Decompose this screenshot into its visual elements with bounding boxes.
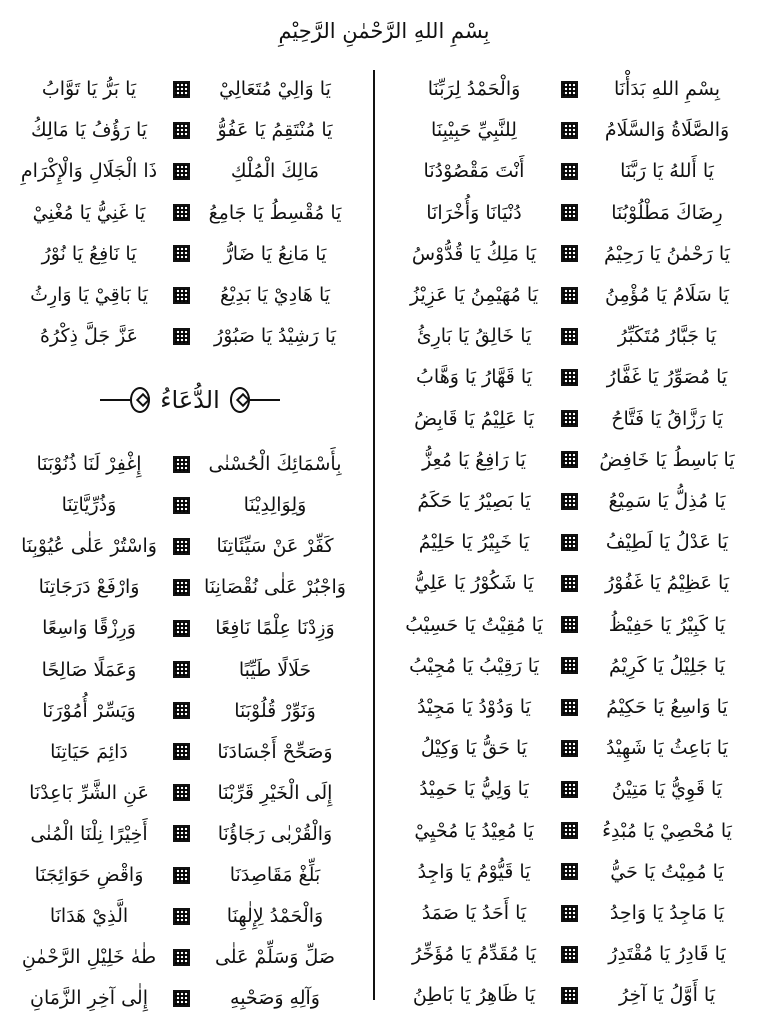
verse-row [397, 933, 746, 975]
verse-row [397, 604, 746, 646]
ornament-icon [561, 822, 578, 839]
ornament-icon [230, 387, 250, 413]
verse-row [15, 813, 350, 855]
verse-second-half: وَرِزْقًا وَاسِعًا [42, 617, 136, 640]
verse-row [397, 562, 746, 604]
ornament-icon [561, 122, 578, 139]
ornament-icon [173, 990, 190, 1007]
verse-second-half: عَنِ الشَّرِّ بَاعِدْنَا [29, 781, 149, 804]
ornament-icon [173, 867, 190, 884]
ornament-icon [561, 781, 578, 798]
verse-second-half: يَا نَافِعُ يَا نُوْرُ [41, 242, 137, 265]
verse-first-half: يَا هَادِيْ يَا بَدِيْعُ [219, 284, 331, 306]
verse-row [15, 731, 350, 773]
verse-first-half: يَا مَانِعُ يَا ضَارُّ [223, 242, 327, 265]
verse-first-half: يَا عَظِيْمُ يَا غَفُوْرُ [604, 572, 730, 595]
verse-second-half: يَا قَهَّارُ يَا وَهَّابُ [416, 366, 532, 389]
ornament-icon [561, 493, 578, 510]
verse-first-half: وَزِدْنَا عِلْمًا نَافِعًا [215, 617, 335, 640]
ornament-icon [173, 328, 190, 345]
ornament-icon [173, 163, 190, 180]
verse-second-half: يَا أَحَدُ يَا صَمَدُ [421, 902, 527, 924]
verse-second-half: إِغْفِرْ لَنَا ذُنُوْبَنَا [36, 453, 142, 475]
verse-second-half: يَا مُهَيْمِنُ يَا عَزِيْزُ [410, 284, 538, 306]
verse-row [15, 525, 350, 567]
ornament-icon [561, 287, 578, 304]
verse-second-half: وَيَسِّرْ أُمُوْرَنَا [42, 699, 136, 722]
verse-first-half: بِسْمِ اللهِ بَدَأْنَا [613, 78, 721, 100]
ornament-icon [561, 987, 578, 1004]
verse-first-half: يَا مُقْسِطُ يَا جَامِعُ [208, 201, 342, 224]
verse-first-half: يَا مُحْصِيْ يَا مُبْدِءُ [602, 819, 732, 842]
ornament-icon [561, 245, 578, 262]
ornament-icon [173, 81, 190, 98]
ornament-icon [561, 163, 578, 180]
verse-row [397, 892, 746, 934]
verse-first-half: يَا وَاسِعُ يَا حَكِيْمُ [606, 696, 728, 718]
ornament-icon [173, 122, 190, 139]
dua-heading [100, 378, 280, 422]
ornament-icon [561, 451, 578, 468]
verse-second-half: يَا بَاقِيْ يَا وَارِثُ [30, 284, 148, 306]
verse-second-half: وَارْفَعْ دَرَجَاتِنَا [38, 576, 140, 599]
ornament-icon [561, 81, 578, 98]
verse-row [15, 68, 350, 110]
verse-row [15, 150, 350, 192]
verse-row [397, 686, 746, 728]
ornament-icon [561, 657, 578, 674]
verse-first-half: بَلِّغْ مَقَاصِدَنَا [229, 864, 321, 886]
dua-title: الدُّعَاءُ [160, 386, 220, 414]
verse-first-half: إِلَى الْخَيْرِ قَرِّبْنَا [217, 781, 333, 804]
verse-second-half: عَزَّ جَلَّ ذِكْرُهُ [40, 325, 138, 348]
verse-row [15, 977, 350, 1019]
verse-first-half: يَا رَحْمٰنُ يَا رَحِيْمُ [604, 242, 730, 265]
verse-row [15, 895, 350, 937]
verse-row [397, 645, 746, 687]
verse-second-half: إِلٰى آخِرِ الزَّمَانِ [30, 987, 148, 1010]
verse-second-half: يَا مُقَدِّمُ يَا مُؤَخِّرُ [411, 943, 537, 966]
ornament-icon [561, 905, 578, 922]
ornament-icon [173, 456, 190, 473]
verse-row [15, 443, 350, 485]
verse-first-half: مَالِكَ الْمُلْكِ [230, 160, 320, 183]
ornament-icon [561, 863, 578, 880]
verse-first-half: وَاجْبُرْ عَلٰى نُقْصَانِنَا [204, 576, 346, 599]
verse-second-half: يَا خَالِقُ يَا بَارِئُ [416, 325, 532, 348]
verse-first-half: يَا وَالِيْ مُتَعَالِيْ [219, 78, 331, 100]
verse-row [15, 772, 350, 814]
verse-second-half: يَا مَلِكُ يَا قُدُّوْسُ [411, 242, 537, 265]
verse-first-half: يَا سَلَامُ يَا مُؤْمِنُ [605, 284, 729, 306]
verse-row [397, 68, 746, 110]
column-divider [373, 70, 375, 1000]
verse-row [397, 150, 746, 192]
verse-second-half: يَا عَلِيْمُ يَا قَابِضُ [414, 407, 534, 430]
verse-row [397, 398, 746, 440]
verse-first-half: رِضَاكَ مَطْلُوْبُنَا [611, 201, 723, 224]
verse-second-half: يَا مُقِيْتُ يَا حَسِيْبُ [405, 613, 543, 636]
verse-second-half: يَا مُعِيْدُ يَا مُحْيِيْ [414, 819, 534, 842]
verse-first-half: وَصَحِّحْ أَجْسَادَنَا [217, 740, 333, 763]
verse-row [397, 974, 746, 1016]
verse-second-half: يَا وَدُوْدُ يَا مَجِيْدُ [417, 696, 531, 718]
verse-row [15, 192, 350, 234]
verse-row [397, 356, 746, 398]
verse-first-half: يَا كَبِيْرُ يَا حَفِيْظُ [608, 613, 726, 636]
verse-row [15, 566, 350, 608]
verse-row [15, 233, 350, 275]
verse-first-half: وَنَوِّرْ قُلُوْبَنَا [234, 699, 316, 722]
ornament-icon [173, 287, 190, 304]
ornament-icon [561, 410, 578, 427]
verse-second-half: يَا خَبِيْرُ يَا حَلِيْمُ [418, 531, 530, 554]
verse-second-half: يَا رَؤُفُ يَا مَالِكُ [30, 119, 148, 142]
verse-first-half: وَلِوَالِدِيْنَا [243, 494, 307, 517]
verse-second-half: وَاقْضِ حَوَائِجَنَا [34, 864, 144, 886]
verse-second-half: يَا ظَاهِرُ يَا بَاطِنُ [412, 984, 536, 1007]
verse-first-half: وَالصَّلَاةُ وَالسَّلَامُ [604, 119, 730, 142]
ornament-icon [173, 784, 190, 801]
verse-first-half: يَا أَللهُ يَا رَبَّنَا [620, 160, 714, 183]
verse-second-half: يَا شَكُوْرُ يَا عَلِيُّ [414, 572, 534, 595]
verse-first-half: يَا أَوَّلُ يَا آخِرُ [618, 984, 716, 1007]
ornament-icon [173, 579, 190, 596]
verse-first-half: يَا مُنْتَقِمُ يَا عَفُوُّ [217, 119, 333, 142]
verse-first-half: يَا رَشِيْدُ يَا صَبُوْرُ [214, 325, 336, 348]
verse-row [15, 649, 350, 691]
verse-first-half: وَآلِهِ وَصَحْبِهِ [230, 987, 320, 1010]
ornament-icon [561, 369, 578, 386]
ornament-icon [173, 620, 190, 637]
verse-first-half: يَا جَبَّارُ مُتَكَبِّرُ [617, 325, 717, 348]
verse-row [397, 315, 746, 357]
verse-row [397, 274, 746, 316]
verse-second-half: أَخِيْرًا نِلْنَا الْمُنٰى [30, 822, 148, 845]
ornament-icon [173, 538, 190, 555]
verse-second-half: الَّذِيْ هَدَانَا [49, 905, 129, 928]
verse-second-half: يَا وَلِيُّ يَا حَمِيْدُ [419, 778, 529, 801]
verse-first-half: صَلِّ وَسَلِّمْ عَلٰى [214, 946, 336, 969]
verse-row [397, 192, 746, 234]
verse-first-half: وَالْقُرْبٰى رَجَاؤُنَا [217, 822, 333, 845]
ornament-icon [561, 534, 578, 551]
verse-second-half: وَعَمَلًا صَالِحًا [41, 658, 137, 681]
ornament-icon [173, 204, 190, 221]
verse-second-half: طٰهٰ خَلِيْلِ الرَّحْمٰنِ [21, 946, 157, 969]
ornament-icon [173, 661, 190, 678]
verse-second-half: يَا رَافِعُ يَا مُعِزُّ [422, 448, 526, 471]
verse-second-half: لِلنَّبِيِّ حَبِيْبِنَا [431, 119, 517, 142]
heading-bar-left [100, 399, 130, 401]
verse-first-half: يَا بَاعِثُ يَا شَهِيْدُ [606, 737, 728, 760]
verse-first-half: يَا جَلِيْلُ يَا كَرِيْمُ [609, 654, 725, 677]
verse-second-half: يَا غَنِيُّ يَا مُغْنِيْ [32, 201, 146, 224]
verse-first-half: يَا مُمِيْتُ يَا حَيُّ [610, 860, 724, 883]
basmala-header: بِسْمِ اللهِ الرَّحْمٰنِ الرَّحِيْمِ [278, 19, 490, 43]
verse-second-half: يَا رَقِيْبُ يَا مُجِيْبُ [409, 654, 539, 677]
verse-first-half: يَا بَاسِطُ يَا خَافِضُ [599, 448, 735, 471]
ornament-icon [173, 743, 190, 760]
verse-second-half: أَنْتَ مَقْصُوْدُنَا [423, 160, 525, 183]
ornament-icon [173, 702, 190, 719]
verse-second-half: يَا بَصِيْرُ يَا حَكَمُ [417, 490, 531, 512]
verse-row [397, 109, 746, 151]
verse-second-half: وَذُرِّيَّاتِنَا [61, 494, 117, 517]
verse-second-half: وَالْحَمْدُ لِرَبِّنَا [427, 78, 521, 100]
ornament-icon [561, 740, 578, 757]
verse-row [15, 936, 350, 978]
verse-second-half: وَاسْتُرْ عَلٰى عُيُوْبِنَا [21, 535, 157, 558]
verse-first-half: وَالْحَمْدُ لِإِلٰهِنَا [226, 905, 324, 928]
verse-row [397, 521, 746, 563]
verse-row [397, 439, 746, 481]
verse-row [15, 109, 350, 151]
ornament-icon [173, 908, 190, 925]
ornament-icon [173, 245, 190, 262]
verse-row [15, 854, 350, 896]
verse-row [15, 690, 350, 732]
verse-row [397, 810, 746, 852]
verse-second-half: دَائِمَ حَيَاتِنَا [50, 740, 128, 763]
ornament-icon [561, 575, 578, 592]
verse-first-half: يَا مَاجِدُ يَا وَاحِدُ [609, 902, 725, 924]
verse-second-half: يَا حَقُّ يَا وَكِيْلُ [420, 737, 528, 760]
verse-row [15, 315, 350, 357]
verse-first-half: يَا رَزَّاقُ يَا فَتَّاحُ [611, 407, 723, 430]
verse-first-half: يَا عَدْلُ يَا لَطِيْفُ [605, 531, 729, 554]
verse-row [397, 233, 746, 275]
verse-second-half: يَا بَرُّ يَا تَوَّابُ [41, 78, 137, 100]
verse-row [397, 480, 746, 522]
verse-first-half: يَا قَوِيُّ يَا مَتِيْنُ [611, 778, 723, 801]
verse-first-half: يَا مُصَوِّرُ يَا غَفَّارُ [606, 366, 728, 389]
ornament-icon [173, 497, 190, 514]
verse-first-half: حَلَالًا طَيِّبًا [238, 658, 312, 681]
verse-row [15, 484, 350, 526]
ornament-icon [561, 328, 578, 345]
ornament-icon [561, 204, 578, 221]
verse-row [15, 274, 350, 316]
verse-row [397, 768, 746, 810]
verse-second-half: يَا قَيُّوْمُ يَا وَاجِدُ [417, 860, 531, 883]
verse-first-half: كَفِّرْ عَنْ سَيِّئَاتِنَا [216, 535, 334, 558]
verse-first-half: يَا مُذِلُّ يَا سَمِيْعُ [608, 490, 726, 512]
verse-second-half: دُنْيَانَا وَأُخْرَانَا [426, 201, 522, 224]
verse-first-half: بِأَسْمَائِكَ الْحُسْنٰى [208, 453, 342, 475]
heading-bar-right [250, 399, 280, 401]
ornament-icon [130, 387, 150, 413]
ornament-icon [561, 616, 578, 633]
verse-row [15, 607, 350, 649]
ornament-icon [173, 949, 190, 966]
verse-second-half: ذَا الْجَلَالِ وَالْإِكْرَامِ [20, 160, 158, 183]
ornament-icon [561, 946, 578, 963]
verse-first-half: يَا قَادِرُ يَا مُقْتَدِرُ [608, 943, 726, 966]
verse-row [397, 727, 746, 769]
verse-row [397, 851, 746, 893]
ornament-icon [173, 825, 190, 842]
ornament-icon [561, 699, 578, 716]
